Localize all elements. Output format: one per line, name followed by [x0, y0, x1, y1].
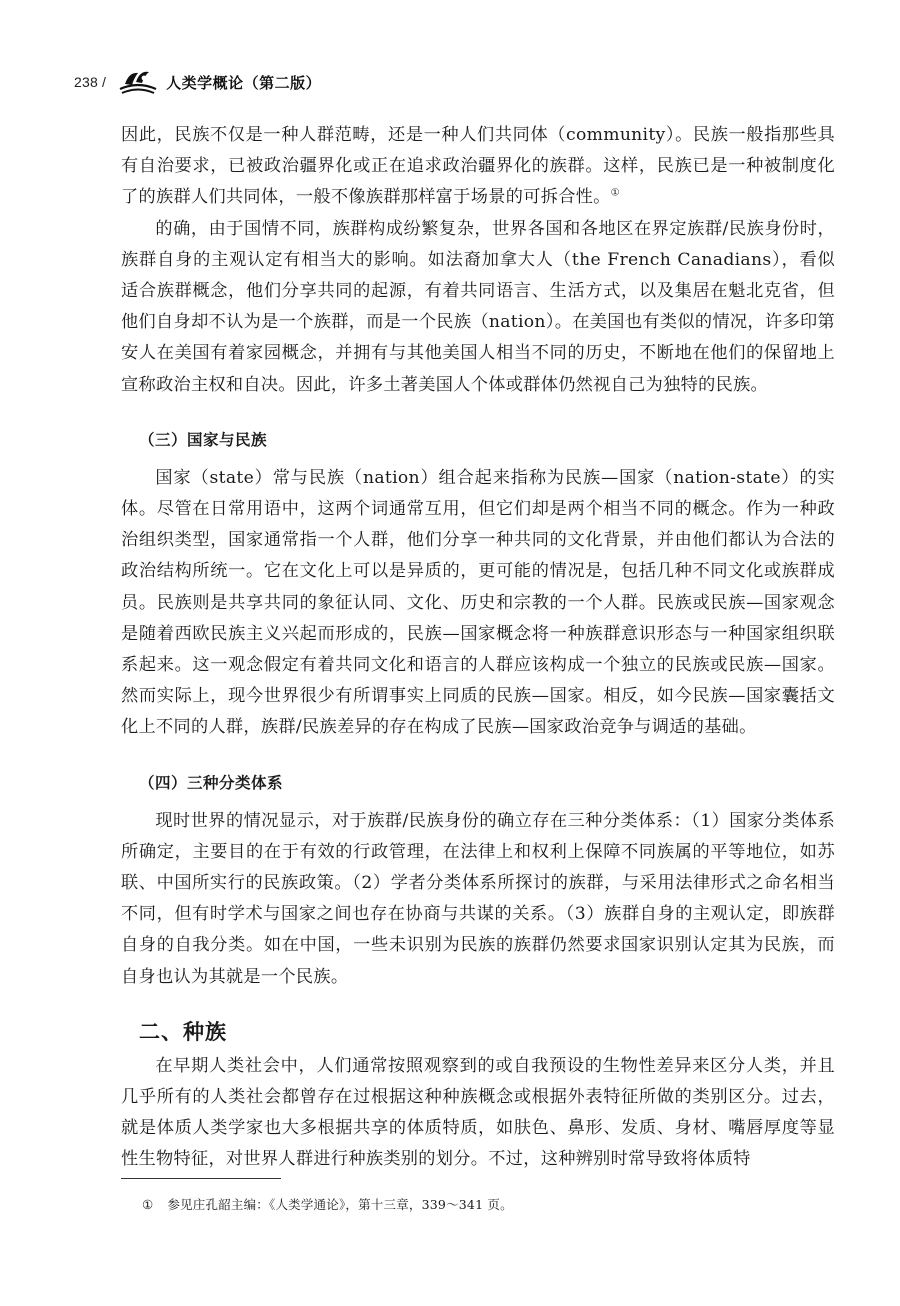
- footnote-reference[interactable]: ①: [610, 187, 620, 199]
- footnote-text: 参见庄孔韶主编：《人类学通论》，第十三章，339～341 页。: [167, 1197, 513, 1212]
- footnote: [142, 1196, 513, 1214]
- footnote-marker: ①: [142, 1197, 154, 1212]
- paragraph-community-text: 因此，民族不仅是一种人群范畴，还是一种人们共同体（community）。民族一般指那些具有自治要求，已被政治疆界化或正在追求政治疆界化的族群。这样，民族已是一种被制度化了的族群人们共同体，一般不像族群那样富于场景的可拆合性。: [121, 125, 835, 208]
- page-number: 238 /: [74, 74, 107, 90]
- footnote-divider: [121, 1178, 281, 1179]
- book-title: 人类学概论（第二版）: [166, 73, 322, 92]
- paragraph-community: [121, 120, 835, 214]
- paragraph-classification: 现时世界的情况显示，对于族群/民族身份的确立存在三种分类体系：（1）国家分类体系所确定，主要目的在于有效的行政管理，在法律上和权利上保障不同族属的平等地位，如苏联、中国所实行的民族政策。（2）学者分类体系所探讨的族群，与采用法律形式之命名相当不同，但有时学术与国家之间也存在协商与共谋的关系。（3）族群自身的主观认定，即族群自身的自我分类。如在中国，一些未识别为民族的族群仍然要求国家识别认定其为民族，而自身也认为其就是一个民族。: [121, 810, 835, 987]
- book-logo-icon: [116, 67, 160, 97]
- section-heading-state-nation: （三）国家与民族: [139, 430, 268, 449]
- paragraph-state-nation: 国家（state）常与民族（nation）组合起来指称为民族—国家（nation-state）的实体。尽管在日常用语中，这两个词通常互用，但它们却是两个相当不同的概念。作为一种政治组织类型，国家通常指一个人群，他们分享一种共同的文化背景，并由他们都认为合法的政治结构所统一。它在文化上可以是异质的，更可能的情况是，包括几种不同文化或族群成员。民族则是共享共同的象征认同、文化、历史和宗教的一个人群。民族或民族—国家观念是随着西欧民族主义兴起而形成的，民族—国家概念将一种族群意识形态与一种国家组织联系起来。这一观念假定有着共同文化和语言的人群应该构成一个独立的民族或民族—国家。然而实际上，现今世界很少有所谓事实上同质的民族—国家。相反，如今民族—国家囊括文化上不同的人群，族群/民族差异的存在构成了民族—国家政治竞争与调适的基础。: [121, 467, 835, 738]
- paragraph-subjective-identity: 的确，由于国情不同，族群构成纷繁复杂，世界各国和各地区在界定族群/民族身份时，族群自身的主观认定有相当大的影响。如法裔加拿大人（the French Canadians），看似适合族群概念，他们分享共同的起源，有着共同语言、生活方式，以及集居在魁北克省，但他们自身却不认为是一个族群，而是一个民族（nation）。在美国也有类似的情况，许多印第安人在美国有着家园概念，并拥有与其他美国人相当不同的历史，不断地在他们的保留地上宣称政治主权和自决。因此，许多土著美国人个体或群体仍然视自己为独特的民族。: [121, 218, 835, 395]
- paragraph-race: 在早期人类社会中，人们通常按照观察到的或自我预设的生物性差异来区分人类，并且几乎所有的人类社会都曾存在过根据这种种族概念或根据外表特征所做的类别区分。过去，就是体质人类学家也大多根据共享的体质特质，如肤色、鼻形、发质、身材、嘴唇厚度等显性生物特征，对世界人群进行种族类别的划分。不过，这种辨别时常导致将体质特: [121, 1055, 835, 1170]
- section-heading-classification: （四）三种分类体系: [139, 773, 284, 792]
- page-header: [74, 62, 321, 102]
- main-content: [121, 120, 835, 1176]
- section-heading-race: 二、种族: [139, 1019, 227, 1044]
